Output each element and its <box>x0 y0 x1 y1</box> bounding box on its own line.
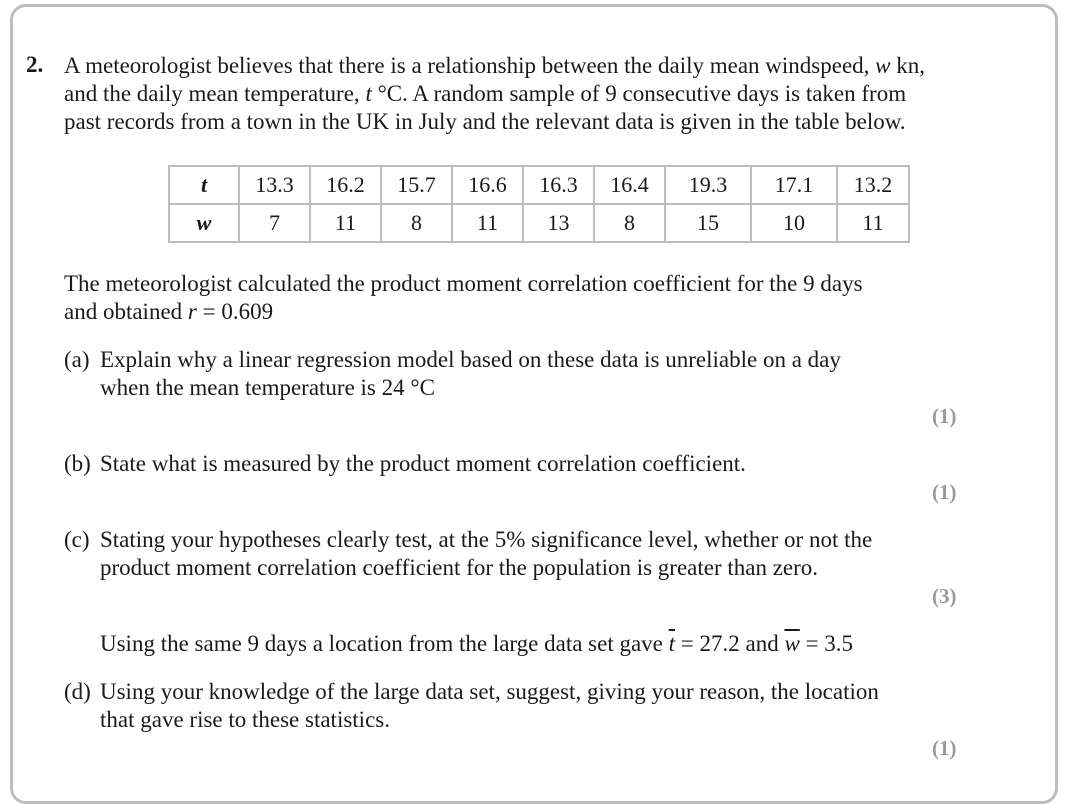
table-cell: 11 <box>837 204 909 242</box>
table-cell: 13 <box>523 204 594 242</box>
t-bar: $\overline{t}$ <box>668 631 676 656</box>
table-cell: 19.3 <box>665 166 751 204</box>
w-bar-value: = 3.5 <box>799 631 854 656</box>
table-row-w <box>169 204 909 242</box>
part-c-marks: (3) <box>932 584 957 608</box>
part-d-label: (d) <box>64 679 91 704</box>
table-row-t <box>169 166 909 204</box>
part-a-line-1: Explain why a linear regression model based on these data is unreliable on a day <box>100 347 841 372</box>
table-cell: 13.2 <box>837 166 909 204</box>
table-header-t: t <box>169 166 239 204</box>
after-table-text: and obtained <box>64 299 188 324</box>
data-table <box>168 165 910 243</box>
table-cell: 16.2 <box>310 166 381 204</box>
question-number: 2. <box>26 52 44 77</box>
intro-line-1 <box>64 52 925 80</box>
table-cell: 16.4 <box>594 166 665 204</box>
table-cell: 16.6 <box>452 166 523 204</box>
table-cell: 8 <box>594 204 665 242</box>
var-t: t <box>365 81 372 106</box>
table-cell: 11 <box>310 204 381 242</box>
part-b-marks: (1) <box>932 480 957 504</box>
table-cell: 7 <box>239 204 310 242</box>
after-table-line-1: The meteorologist calculated the product moment correlation coefficient for the 9 days <box>64 271 863 296</box>
intro-text-2: and the daily mean temperature, <box>64 81 366 106</box>
part-d-marks: (1) <box>932 736 957 760</box>
part-a-marks: (1) <box>932 404 957 428</box>
part-c-line-1: Stating your hypotheses clearly test, at the 5% significance level, whether or not the <box>100 527 873 552</box>
r-value: = 0.609 <box>196 299 274 324</box>
table-cell: 10 <box>751 204 837 242</box>
mid-text: Using the same 9 days a location from the large data set gave <box>100 631 669 656</box>
part-c-line-2: product moment correlation coefficient for the population is greater than zero. <box>100 555 819 580</box>
table-cell: 11 <box>452 204 523 242</box>
intro-text-1: A meteorologist believes that there is a relationship between the daily mean windspeed, <box>64 53 876 78</box>
table-cell: 15.7 <box>381 166 452 204</box>
table-cell: 13.3 <box>239 166 310 204</box>
part-b-line-1: State what is measured by the product moment correlation coefficient. <box>100 451 746 476</box>
intro-line-2 <box>64 80 906 108</box>
part-c-label: (c) <box>64 527 90 552</box>
part-a-label: (a) <box>64 347 90 372</box>
unit-kn: kn, <box>890 53 925 78</box>
part-d-line-1: Using your knowledge of the large data set, suggest, giving your reason, the location <box>100 679 879 704</box>
intro-line-3: past records from a town in the UK in July and the relevant data is given in the table below. <box>64 109 906 134</box>
large-data-set-statement <box>100 630 853 658</box>
table-cell: 16.3 <box>523 166 594 204</box>
after-table-line-2 <box>64 298 273 326</box>
table-header-w: w <box>169 204 239 242</box>
var-w: w <box>875 53 891 78</box>
table-cell: 8 <box>381 204 452 242</box>
part-b-label: (b) <box>64 451 91 476</box>
part-a-line-2: when the mean temperature is 24 °C <box>100 375 435 400</box>
var-r: r <box>187 299 197 324</box>
t-bar-value: = 27.2 and <box>675 631 785 656</box>
table-cell: 17.1 <box>751 166 837 204</box>
w-bar: $\overline{w}$ <box>784 631 800 656</box>
intro-text-2b: °C. A random sample of 9 consecutive days is taken from <box>371 81 907 106</box>
part-d-line-2: that gave rise to these statistics. <box>100 707 390 732</box>
table-cell: 15 <box>665 204 751 242</box>
